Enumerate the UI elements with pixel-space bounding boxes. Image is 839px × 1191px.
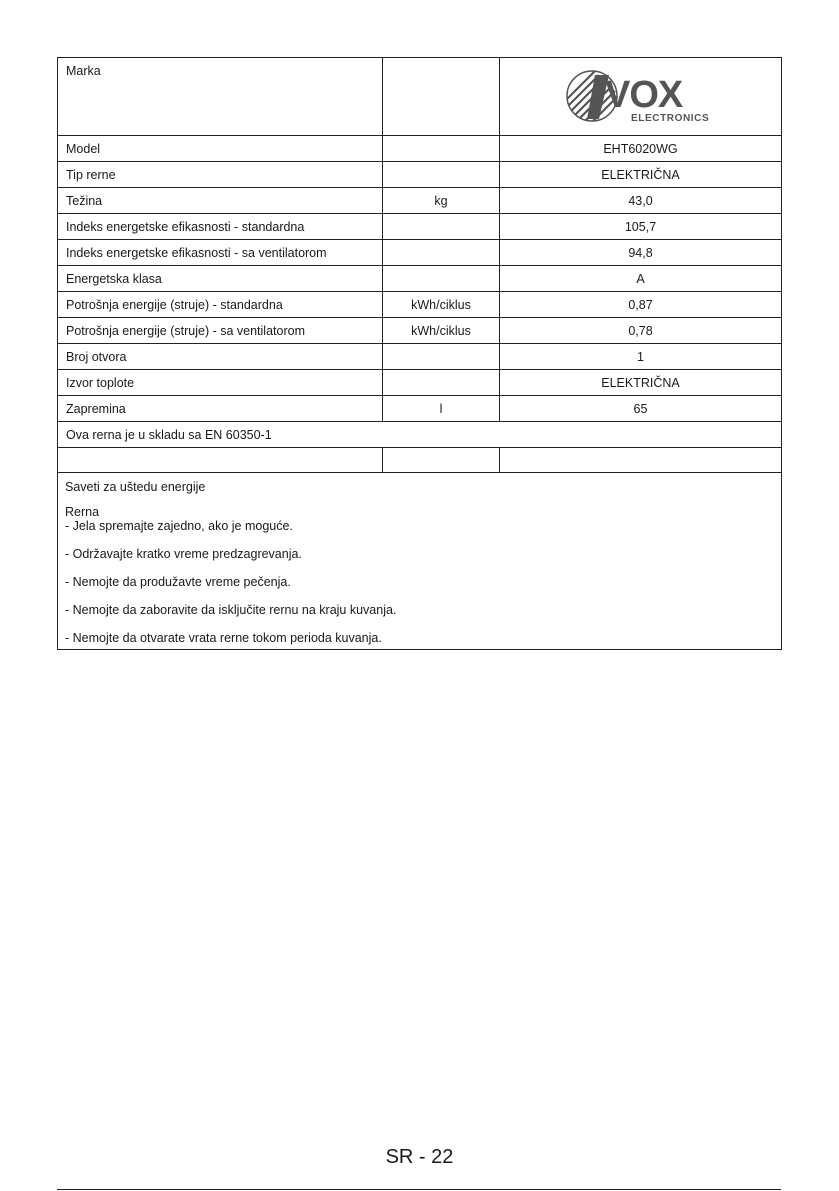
spec-unit [383,266,500,292]
spec-unit: kWh/ciklus [383,292,500,318]
spec-unit [383,136,500,162]
spec-label: Izvor toplote [58,370,383,396]
spec-row [58,370,782,396]
brand-row [58,58,782,136]
spec-label: Energetska klasa [58,266,383,292]
product-info-table [57,57,782,650]
spec-label: Model [58,136,383,162]
spec-unit [383,344,500,370]
spec-label: Zapremina [58,396,383,422]
vox-logo [565,69,717,125]
spec-value: 1 [500,344,782,370]
empty-cell [58,448,383,473]
spec-label: Indeks energetske efikasnosti - sa ventilatorom [58,240,383,266]
spec-row [58,292,782,318]
spec-unit [383,240,500,266]
empty-cell [383,448,500,473]
compliance-text: Ova rerna je u skladu sa EN 60350-1 [58,422,782,448]
spec-unit [383,370,500,396]
spec-row [58,266,782,292]
spec-unit [383,162,500,188]
tip-item: - Održavajte kratko vreme predzagrevanja. [65,547,302,561]
spec-value: 94,8 [500,240,782,266]
tip-item: - Nemojte da produžavte vreme pečenja. [65,575,291,589]
tip-item: - Jela spremajte zajedno, ako je moguće. [65,519,293,533]
logo-text: VOX [604,73,682,116]
spec-label: Broj otvora [58,344,383,370]
brand-label: Marka [58,58,383,136]
logo-subtext: ELECTRONICS [630,112,709,124]
spec-row [58,240,782,266]
spec-row [58,344,782,370]
spec-unit: l [383,396,500,422]
spec-unit: kWh/ciklus [383,318,500,344]
empty-cell [500,448,782,473]
spec-row [58,214,782,240]
tips-subtitle: Rerna [65,505,100,519]
spec-value: 0,78 [500,318,782,344]
spec-value: ELEKTRIČNA [500,370,782,396]
page-number: SR - 22 [385,1146,454,1168]
footer-divider [57,1189,781,1190]
spec-value: 0,87 [500,292,782,318]
spec-unit: kg [383,188,500,214]
spec-label: Potrošnja energije (struje) - standardna [58,292,383,318]
spec-label: Indeks energetske efikasnosti - standardna [58,214,383,240]
spec-row [58,318,782,344]
spec-value: A [500,266,782,292]
compliance-row [58,422,782,448]
energy-tips [58,473,782,650]
spec-row [58,162,782,188]
spec-unit [383,214,500,240]
spec-value: EHT6020WG [500,136,782,162]
brand-logo-cell [500,58,782,136]
tips-list [65,519,773,645]
tips-title: Saveti za uštedu energije [65,480,206,494]
empty-row [58,448,782,473]
spec-row [58,396,782,422]
spec-row [58,136,782,162]
spec-label: Težina [58,188,383,214]
tips-row [58,473,782,650]
spec-value: 105,7 [500,214,782,240]
spec-label: Potrošnja energije (struje) - sa ventilatorom [58,318,383,344]
spec-value: 65 [500,396,782,422]
spec-value: 43,0 [500,188,782,214]
brand-unit-cell [383,58,500,136]
spec-value: ELEKTRIČNA [500,162,782,188]
spec-label: Tip rerne [58,162,383,188]
tip-item: - Nemojte da otvarate vrata rerne tokom perioda kuvanja. [65,631,382,645]
tip-item: - Nemojte da zaboravite da isključite rernu na kraju kuvanja. [65,603,397,617]
spec-row [58,188,782,214]
